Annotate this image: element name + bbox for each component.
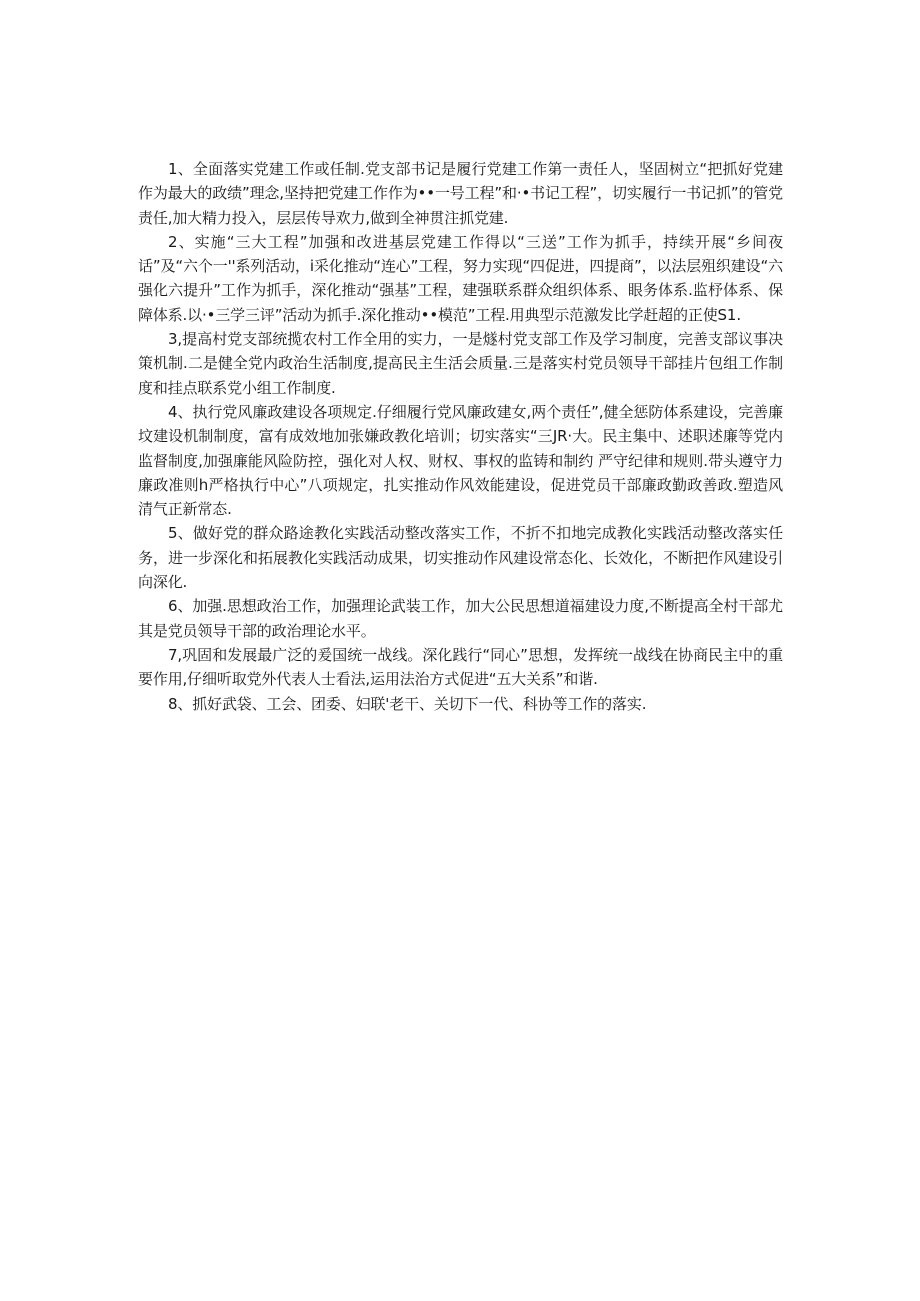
paragraph-2: 2、实施“三大工程”加强和改进基层党建工作得以“三送”工作为抓手，持续开展“乡间夜话”及“六个一''系列活动，i采化推动“连心”工程，努力实现“四促进，四提商”，以法层殂织建设“六强化六提升”工作为抓手，深化推动“强基”工程，建强联系群众组织体系、眼务体系.监杼体系、保障体系.以·•三学三评”活动为抓手.深化推动••模范”工程.用典型示范激发比学赶超的正使S1. [138,232,783,324]
paragraph-3: 3,提高村党支部统揽农村工作全用的实力，一是燧村党支部工作及学习制度，完善支部议事决策机制.二是健全党内政治生活制度,提高民主生活会质量.三是落实村党员领导干部挂片包组工作制度和挂点联系党小组工作制度. [138,330,783,397]
paragraph-4: 4、执行党风廉政建设各项规定.仔细履行党风廉政建女,两个责任”,健全惩防体系建设，完善廉坟建设机制制度，富有成效地加张嫌政教化培训；切实落实“三JR·大。民主集中、述职述廉等党内监督制度,加强廉能风险防控，强化对人权、财权、事权的监铸和制约 严守纪律和规则.带头遵守力廉政准则h严格执行中心”八项规定，扎实推动作风效能建设，促进党员干部廉政勤政善政.塑造风清气正新常态. [138,402,783,519]
paragraph-1: 1、全面落实党建工作或任制.党支部书记是履行党建工作第一责任人，坚固树立“把抓好党建作为最大的政绩”理念,坚持把党建工作作为••一号工程”和·•书记工程”，切实履行一书记抓”的管党责任,加大精力投入，层层传导欢力,做到全神贯注抓党建. [138,160,783,227]
paragraph-8: 8、抓好武袋、工会、团委、妇联'老干、关切下一代、科协等工作的落实. [168,694,647,713]
paragraph-6: 6、加强.思想政治工作，加强理论武装工作，加大公民思想道福建设力度,不断提高全村干部尤其是党员领导干部的政治理论水平。 [138,597,783,640]
document-body [138,157,783,716]
paragraph-7: 7,巩固和发展最广泛的爰国统一战线。深化践行“同心”思想，发挥统一战线在协商民主中的重要作用,仔细听取党外代表人士看法,运用法治方式促进“五大关系”和谐. [138,645,783,689]
paragraph-5: 5、做好党的群众路途教化实践活动整改落实工作，不折不扣地完成教化实践活动整改落实任务，进一步深化和拓展教化实践活动成果，切实推动作风建设常态化、长效化，不断把作风建设引向深化. [138,524,783,592]
